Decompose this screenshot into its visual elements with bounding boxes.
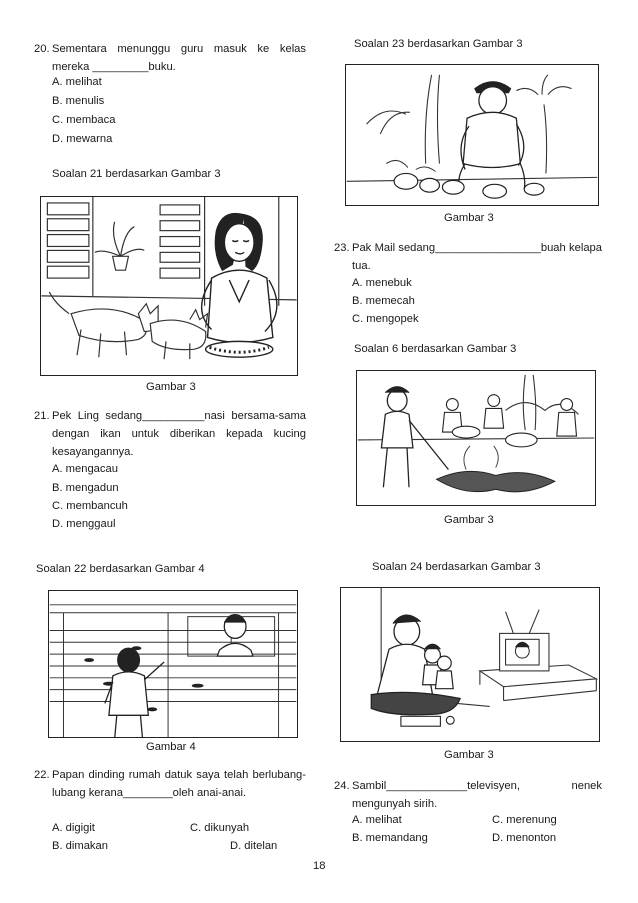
question-24 [334, 777, 602, 813]
question-text: Pak Mail sedang_________________buah kelapa tua. [352, 242, 602, 272]
option-d[interactable]: D. mewarna [52, 133, 113, 145]
illustration-family-watching-tv [340, 587, 600, 742]
option-c[interactable]: C. mengopek [352, 313, 419, 325]
figure-caption-21: Gambar 3 [146, 381, 196, 393]
question-number: 21. [34, 410, 50, 422]
question-21 [34, 407, 306, 461]
option-c[interactable]: C. membancuh [52, 500, 128, 512]
house-wall-drawing [49, 591, 297, 737]
coconut-man-drawing [346, 65, 598, 205]
question-text: Papan dinding rumah datuk saya telah berlubang-lubang kerana________oleh anai-anai. [52, 769, 306, 799]
section-heading-21: Soalan 21 berdasarkan Gambar 3 [52, 168, 221, 180]
watching-tv-drawing [341, 588, 599, 741]
burning-leaves-drawing [357, 371, 595, 505]
option-a[interactable]: A. melihat [52, 76, 102, 88]
option-b[interactable]: B. mengadun [52, 482, 119, 494]
option-b[interactable]: B. menulis [52, 95, 105, 107]
option-c[interactable]: C. merenung [492, 814, 557, 826]
question-text: Sambil_____________televisyen, nenek mengunyah sirih. [352, 780, 602, 810]
section-heading-24: Soalan 24 berdasarkan Gambar 3 [372, 561, 541, 573]
option-a[interactable]: A. digigit [52, 822, 95, 834]
question-text: Sementara menunggu guru masuk ke kelas mereka _________buku. [52, 43, 306, 73]
option-d[interactable]: D. ditelan [230, 840, 278, 852]
option-d[interactable]: D. menggaul [52, 518, 116, 530]
question-23 [334, 239, 602, 275]
figure-caption-23: Gambar 3 [444, 212, 494, 224]
option-b[interactable]: B. memandang [352, 832, 428, 844]
option-a[interactable]: A. mengacau [52, 463, 118, 475]
illustration-man-with-coconuts [345, 64, 599, 206]
option-b[interactable]: B. dimakan [52, 840, 108, 852]
option-a[interactable]: A. menebuk [352, 277, 412, 289]
figure-caption-24: Gambar 3 [444, 749, 494, 761]
question-22 [34, 766, 306, 820]
question-number: 23. [334, 242, 350, 254]
option-c[interactable]: C. dikunyah [190, 822, 250, 834]
figure-caption-6: Gambar 3 [444, 514, 494, 526]
option-c[interactable]: C. membaca [52, 114, 116, 126]
figure-caption-22: Gambar 4 [146, 741, 196, 753]
section-heading-23: Soalan 23 berdasarkan Gambar 3 [354, 38, 523, 50]
question-text: Pek Ling sedang__________nasi bersama-sama dengan ikan untuk diberikan kepada kucing kesayangannya. [52, 410, 306, 458]
section-heading-6: Soalan 6 berdasarkan Gambar 3 [354, 343, 517, 355]
option-d[interactable]: D. menonton [492, 832, 557, 844]
option-b[interactable]: B. memecah [352, 295, 415, 307]
section-heading-22: Soalan 22 berdasarkan Gambar 4 [36, 563, 205, 575]
illustration-wooden-house-wall [48, 590, 298, 738]
option-a[interactable]: A. melihat [352, 814, 402, 826]
page-number: 18 [313, 860, 326, 872]
question-number: 24. [334, 780, 350, 792]
question-number: 20. [34, 43, 50, 55]
feeding-cats-drawing [41, 197, 297, 375]
illustration-woman-feeding-cats [40, 196, 298, 376]
question-number: 22. [34, 769, 50, 781]
illustration-burning-leaves [356, 370, 596, 506]
